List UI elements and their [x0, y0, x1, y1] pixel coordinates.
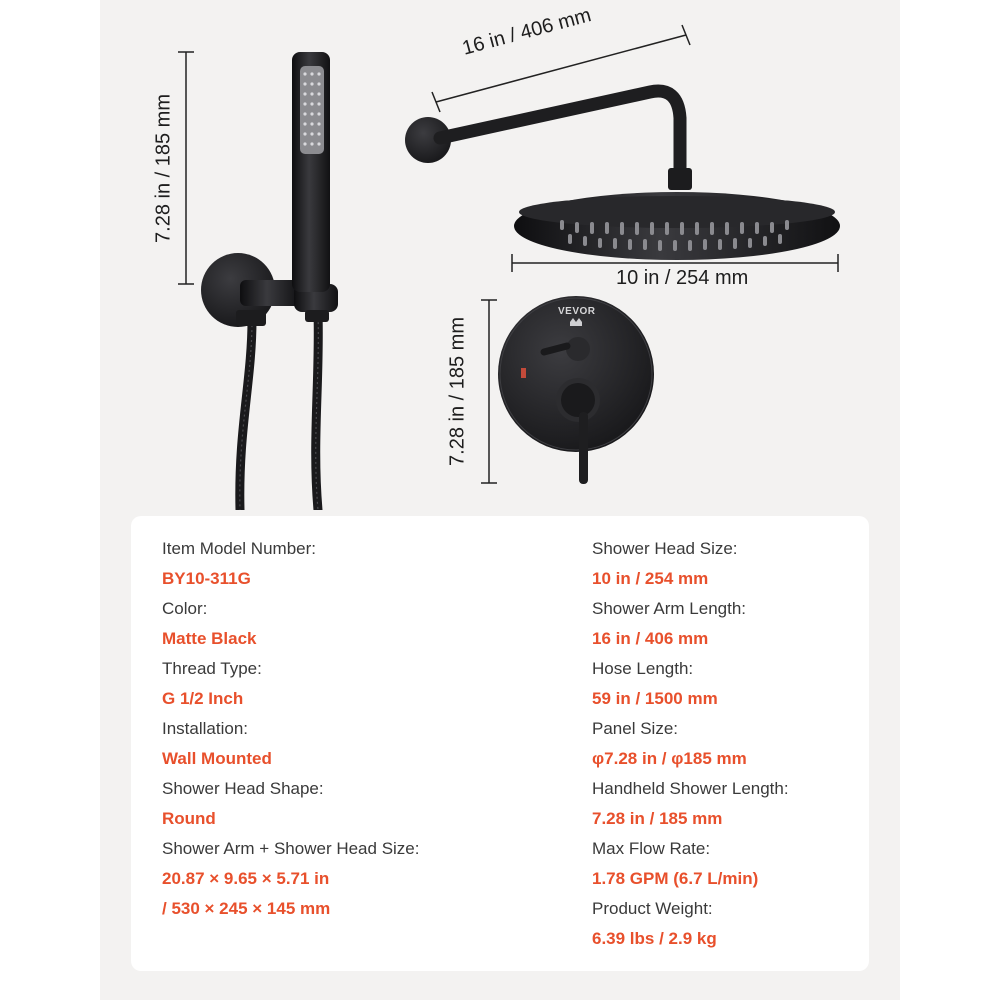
spec-label-handheld-length: Handheld Shower Length:	[592, 779, 789, 798]
spec-value-arm-head-size-in: 20.87 × 9.65 × 5.71 in	[162, 869, 330, 888]
spec-value-color: Matte Black	[162, 629, 257, 648]
spec-value-flow-rate: 1.78 GPM (6.7 L/min)	[592, 869, 759, 888]
spec-label-arm-head-size: Shower Arm + Shower Head Size:	[162, 839, 420, 858]
spec-value-head-shape: Round	[162, 809, 216, 828]
spec-value-arm-head-size-mm: / 530 × 245 × 145 mm	[162, 899, 331, 918]
spec-value-weight: 6.39 lbs / 2.9 kg	[592, 929, 717, 948]
spec-label-weight: Product Weight:	[592, 899, 713, 918]
spec-label-arm-length: Shower Arm Length:	[592, 599, 747, 618]
handheld-shower	[292, 52, 330, 292]
spec-value-head-size: 10 in / 254 mm	[592, 569, 709, 588]
specs-right-column	[592, 534, 789, 954]
spec-value-installation: Wall Mounted	[162, 749, 272, 768]
spec-value-handheld-length: 7.28 in / 185 mm	[592, 809, 723, 828]
spec-label-head-size: Shower Head Size:	[592, 539, 738, 558]
shower-arm	[405, 91, 692, 190]
panel-dimension-line	[481, 300, 497, 483]
spec-value-hose-length: 59 in / 1500 mm	[592, 689, 718, 708]
arm-length-label: 16 in / 406 mm	[460, 4, 594, 60]
spec-label-head-shape: Shower Head Shape:	[162, 779, 324, 798]
handheld-dimension-line	[178, 52, 194, 284]
spec-value-arm-length: 16 in / 406 mm	[592, 629, 709, 648]
spec-label-thread: Thread Type:	[162, 659, 262, 678]
spec-label-model: Item Model Number:	[162, 539, 316, 558]
handheld-length-label: 7.28 in / 185 mm	[152, 94, 175, 243]
panel-brand-logo: VEVOR	[558, 306, 596, 317]
rain-shower-head	[514, 192, 840, 260]
spec-value-panel-size: φ7.28 in / φ185 mm	[592, 749, 747, 768]
spec-value-model: BY10-311G	[162, 569, 251, 588]
spec-label-installation: Installation:	[162, 719, 248, 738]
specs-left-column	[162, 534, 419, 924]
spec-label-panel-size: Panel Size:	[592, 719, 678, 738]
spec-label-hose-length: Hose Length:	[592, 659, 694, 678]
control-panel	[498, 296, 654, 484]
spec-label-color: Color:	[162, 599, 208, 618]
panel-size-label: 7.28 in / 185 mm	[446, 317, 469, 466]
spec-value-thread: G 1/2 Inch	[162, 689, 244, 708]
spec-label-flow-rate: Max Flow Rate:	[592, 839, 711, 858]
head-diameter-label: 10 in / 254 mm	[616, 267, 749, 289]
specifications-card	[131, 516, 869, 971]
